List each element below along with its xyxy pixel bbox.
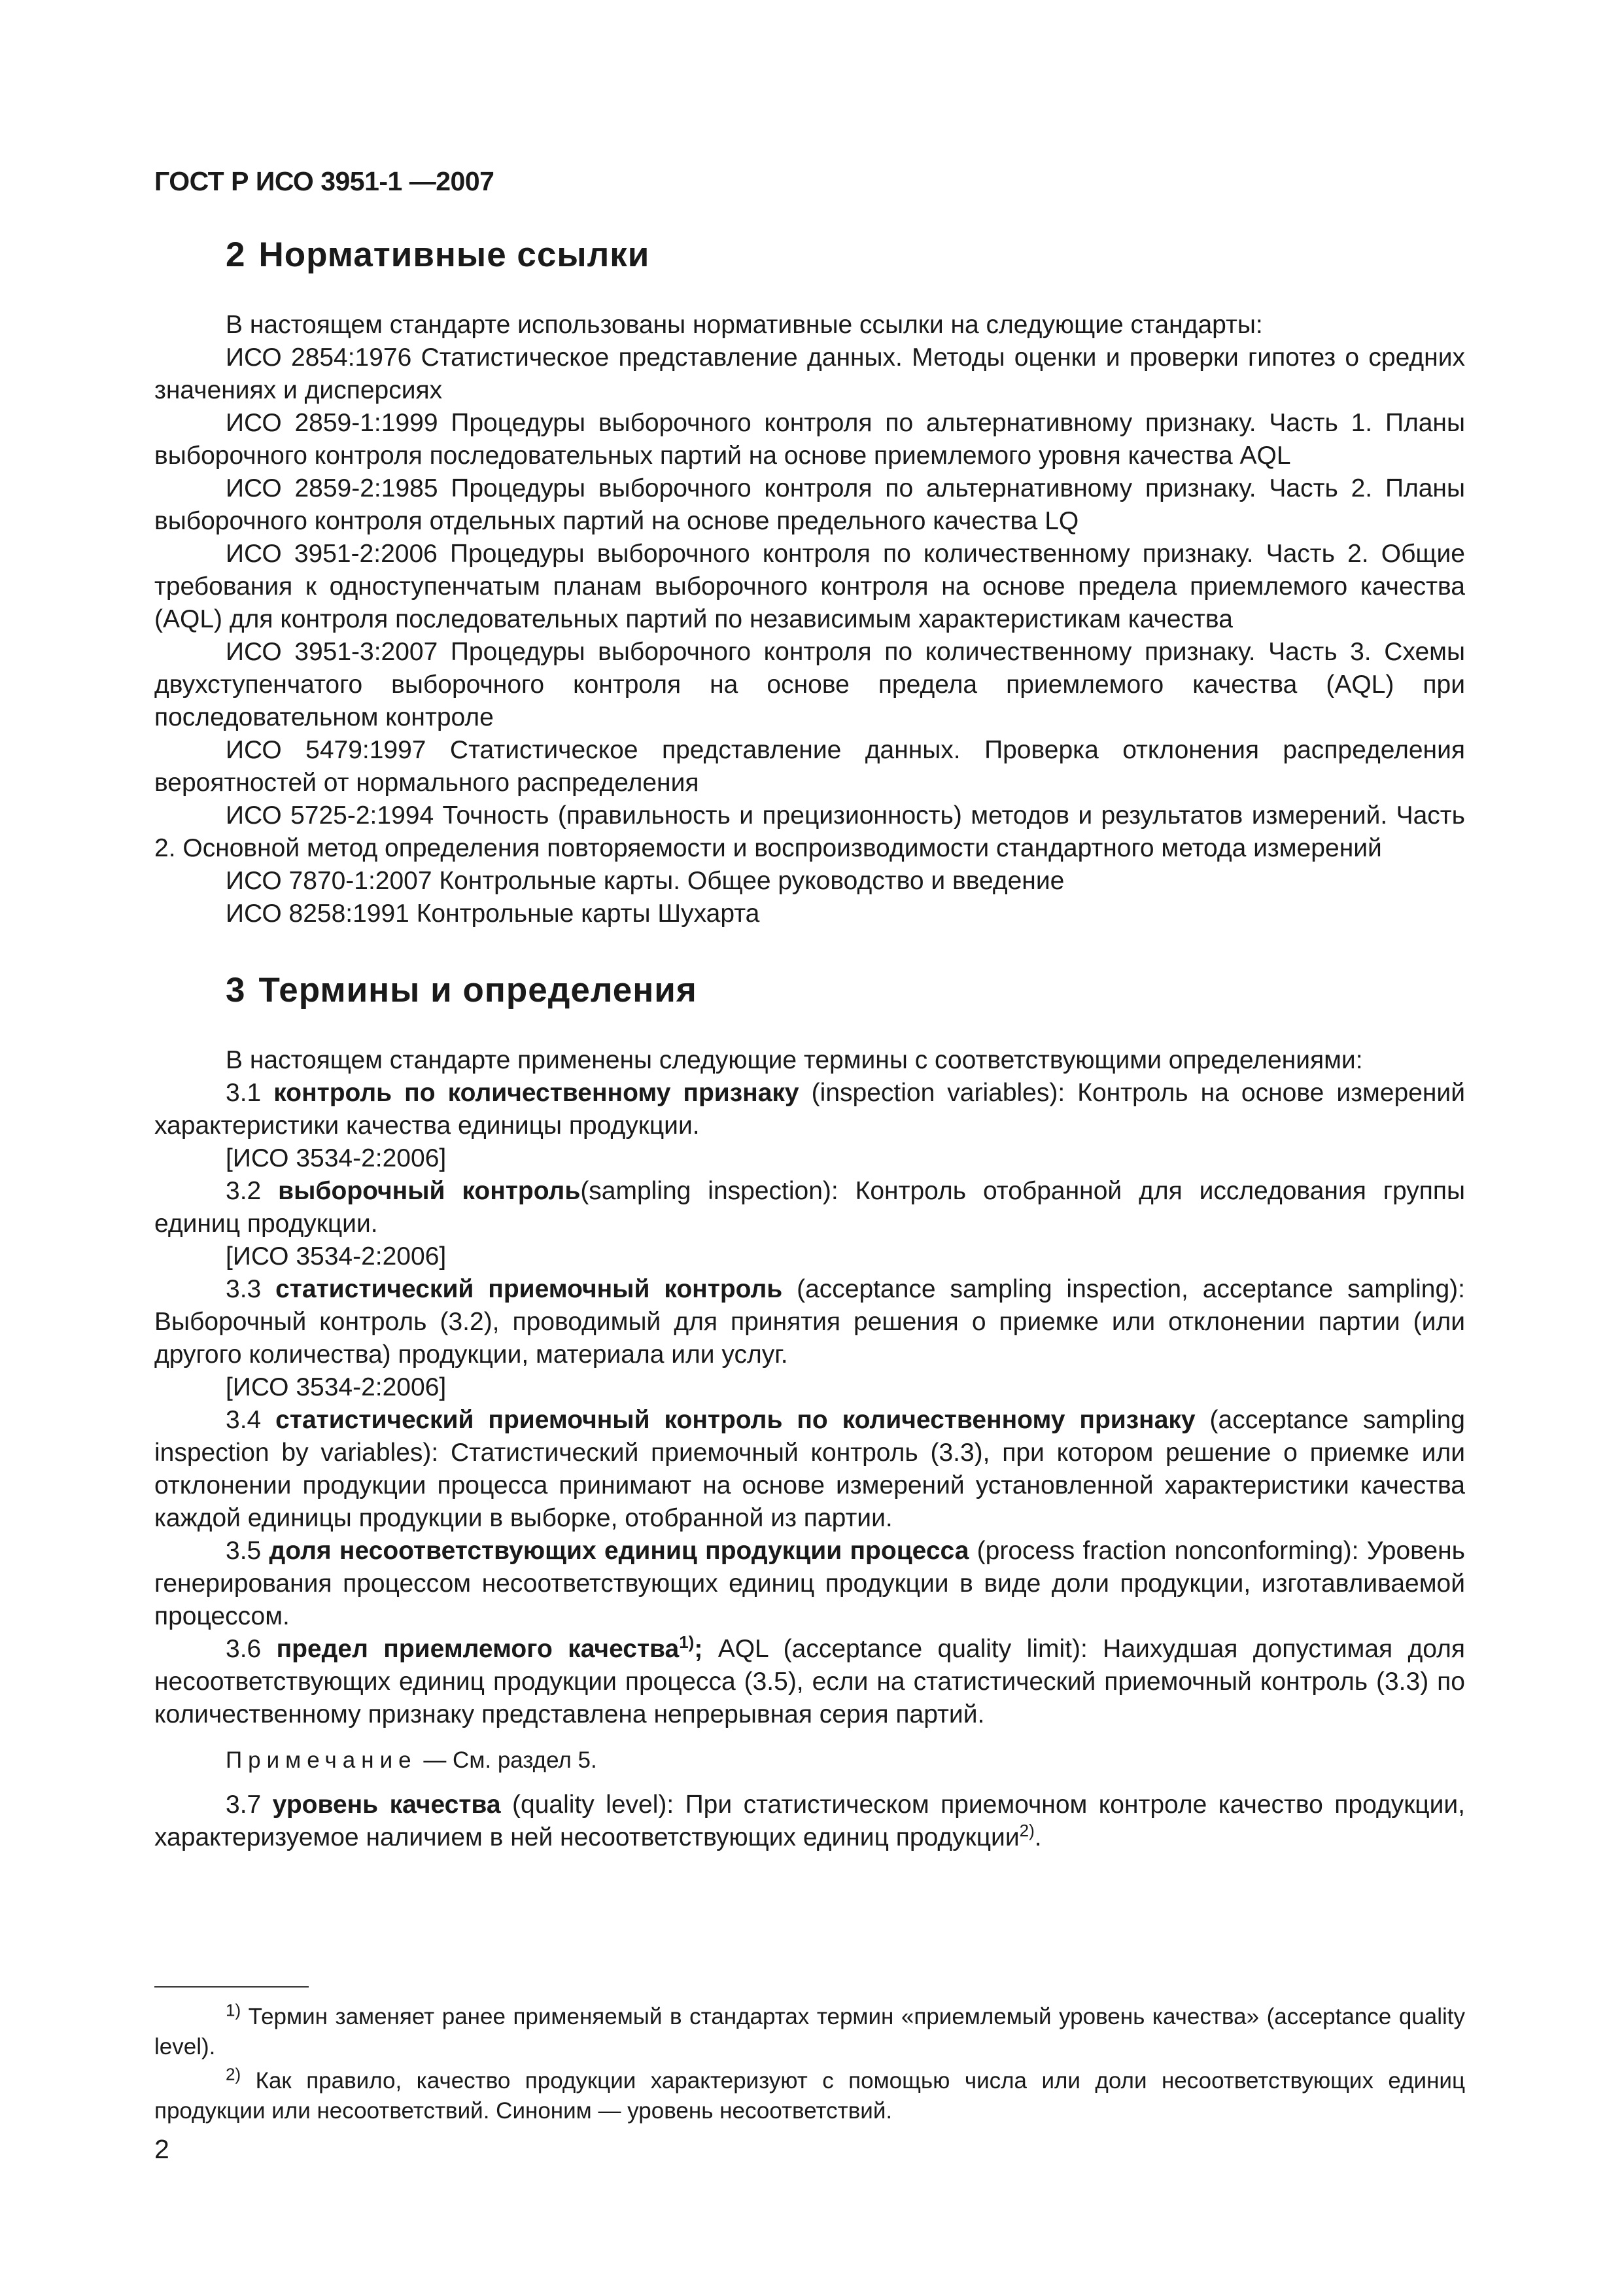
term-number: 3.2 [226, 1177, 262, 1205]
footnote [154, 2002, 1465, 2062]
footnotes [154, 2002, 1465, 2130]
note [154, 1744, 1465, 1777]
footnote-ref: 2) [1019, 1821, 1035, 1840]
term-semicolon: ; [694, 1635, 703, 1663]
page-number: 2 [154, 2134, 169, 2164]
term-entry [154, 1175, 1465, 1240]
footnote-text: Термин заменяет ранее применяемый в стандартах термин «приемлемый уровень качества» (acceptance quality level). [154, 2004, 1465, 2059]
reference-item: ИСО 8258:1991 Контрольные карты Шухарта [226, 900, 760, 928]
term-definition: (sampling inspection): Контроль отобранной для исследования группы единиц продукции. [154, 1177, 1466, 1238]
footnote-mark: 1) [226, 2000, 241, 2020]
note-label: Примечание [226, 1747, 417, 1773]
section-normative-references [154, 236, 1465, 930]
term-number: 3.5 [226, 1537, 262, 1565]
reference-item: ИСО 2859-1:1999 Процедуры выборочного контроля по альтернативному признаку. Часть 1. Планы выборочного контроля последовательных партий на основе приемлемого уровня качества AQL [154, 409, 1465, 470]
term-name: доля несоответствующих единиц продукции процесса [269, 1537, 969, 1565]
section-number: 2 [226, 236, 246, 274]
page-content [154, 236, 1465, 1854]
section-title: Термины и определения [258, 971, 697, 1009]
term-definition: (inspection variables): Контроль на основе измерений характеристики качества единицы продукции. [154, 1079, 1465, 1140]
term-number: 3.3 [226, 1275, 262, 1303]
section-intro: В настоящем стандарте применены следующие термины с соответствующими определениями: [226, 1046, 1363, 1074]
term-definition: (acceptance sampling inspection by variables): Статистический приемочный контроль (3.3), при котором решение о приемке или отклонении продукции процесса принимают на основе измерений установленной характеристики качества каждой единицы продукции в выборке, отобранной из партии. [154, 1406, 1465, 1532]
reference-item: ИСО 7870-1:2007 Контрольные карты. Общее руководство и введение [226, 867, 1065, 895]
reference-item: ИСО 2854:1976 Статистическое представление данных. Методы оценки и проверки гипотез о средних значениях и дисперсиях [154, 343, 1465, 404]
term-entry [154, 1077, 1465, 1142]
section-number: 3 [226, 971, 246, 1009]
term-name: статистический приемочный контроль [275, 1275, 783, 1303]
term-entry [154, 1633, 1465, 1731]
term-name [276, 1632, 703, 1663]
footnote-ref: 1) [679, 1632, 695, 1652]
term-entry [154, 1789, 1465, 1854]
section-heading [154, 971, 1465, 1010]
reference-item: ИСО 5479:1997 Статистическое представление данных. Проверка отклонения распределения вероятностей от нормального распределения [154, 736, 1465, 797]
term-source: [ИСО 3534-2:2006] [226, 1373, 447, 1401]
term-number: 3.4 [226, 1406, 262, 1434]
footnote-mark: 2) [226, 2064, 241, 2084]
term-number: 3.6 [226, 1635, 262, 1663]
footnote [154, 2066, 1465, 2126]
term-source: [ИСО 3534-2:2006] [226, 1242, 447, 1270]
term-source: [ИСО 3534-2:2006] [226, 1144, 447, 1172]
term-definition: (acceptance sampling inspection, acceptance sampling): Выборочный контроль (3.2), проводимый для принятия решения о приемке или отклонении партии (или другого количества) продукции, материала или услуг. [154, 1275, 1465, 1369]
term-definition: AQL (acceptance quality limit): Наихудшая допустимая доля несоответствующих единиц продукции процесса (3.5), если на статистический приемочный контроль (3.3) по количественному признаку представлена непрерывная серия партий. [154, 1635, 1465, 1728]
term-entry [154, 1273, 1465, 1371]
section-intro: В настоящем стандарте использованы нормативные ссылки на следующие стандарты: [226, 311, 1263, 339]
section-terms-definitions [154, 971, 1465, 1854]
reference-item: ИСО 3951-2:2006 Процедуры выборочного контроля по количественному признаку. Часть 2. Общие требования к одноступенчатым планам выборочного контроля на основе предела приемлемого качества (AQL) для контроля последовательных партий по независимым характеристикам качества [154, 540, 1465, 633]
reference-item: ИСО 3951-3:2007 Процедуры выборочного контроля по количественному признаку. Часть 3. Схемы двухступенчатого выборочного контроля на основе предела приемлемого качества (AQL) при последовательном контроле [154, 638, 1465, 731]
term-name: статистический приемочный контроль по количественному признаку [275, 1406, 1196, 1434]
footnote-divider [154, 1986, 309, 1988]
term-number: 3.1 [226, 1079, 262, 1107]
section-heading [154, 236, 1465, 275]
note-text: — См. раздел 5. [417, 1747, 597, 1773]
section-title: Нормативные ссылки [258, 236, 650, 274]
term-name: уровень качества [272, 1791, 501, 1819]
term-end: . [1034, 1823, 1042, 1851]
term-entry [154, 1535, 1465, 1633]
term-name: контроль по количественному признаку [273, 1079, 799, 1107]
term-definition: (quality level): При статистическом приемочном контроле качество продукции, характеризуемое наличием в ней несоответствующих единиц продукции [154, 1791, 1465, 1851]
reference-item: ИСО 5725-2:1994 Точность (правильность и прецизионность) методов и результатов измерений. Часть 2. Основной метод определения повторяемости и воспроизводимости стандартного метода измерений [154, 801, 1465, 862]
term-number: 3.7 [226, 1791, 262, 1819]
document-header: ГОСТ Р ИСО 3951-1 —2007 [154, 166, 494, 196]
term-name: выборочный контроль [278, 1177, 581, 1205]
footnote-text: Как правило, качество продукции характеризуют с помощью числа или доли несоответствующих единиц продукции или несоответствий. Синоним — уровень несоответствий. [154, 2068, 1465, 2124]
term-name-text: предел приемлемого качества [276, 1635, 680, 1663]
reference-item: ИСО 2859-2:1985 Процедуры выборочного контроля по альтернативному признаку. Часть 2. Планы выборочного контроля отдельных партий на основе предельного качества LQ [154, 474, 1465, 535]
term-entry [154, 1404, 1465, 1535]
term-definition: (process fraction nonconforming): Уровень генерирования процессом несоответствующих единиц продукции в виде доли продукции, изготавливаемой процессом. [154, 1537, 1465, 1630]
